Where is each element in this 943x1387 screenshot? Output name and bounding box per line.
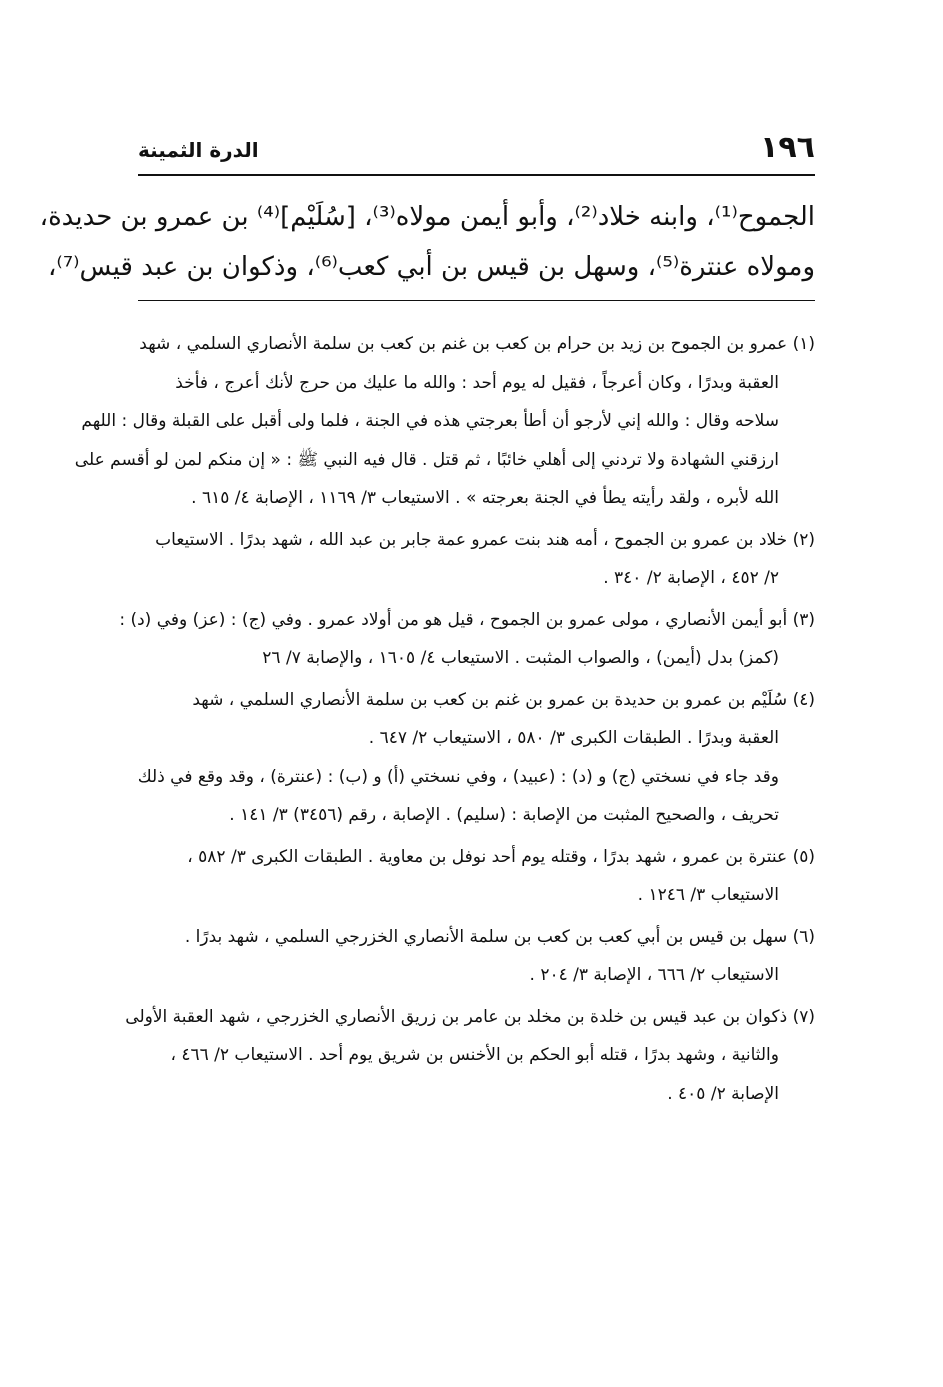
footnote-line: تحريف ، والصحيح المثبت من الإصابة : (سليم) . الإصابة ، رقم (٣٤٥٦) ٣/ ١٤١ . bbox=[229, 805, 779, 825]
footnote-2 bbox=[138, 521, 815, 598]
footnote-line: (٤) سُلَيْم بن عمرو بن حديدة بن عمرو بن غنم بن كعب بن سلمة الأنصاري السلمي ، شهد bbox=[192, 689, 815, 710]
main-text-line: ومولاه عنترة⁽⁵⁾، وسهل بن قيس بن أبي كعب⁽⁶⁾، وذكوان بن عبد قيس⁽⁷⁾، bbox=[47, 252, 815, 282]
footnote-line: العقبة وبدرًا . الطبقات الكبرى ٣/ ٥٨٠ ، الاستيعاب ٢/ ٦٤٧ . bbox=[368, 728, 779, 748]
footnote-line: الاستيعاب ٣/ ١٢٤٦ . bbox=[637, 885, 779, 905]
footnote-line: الاستيعاب ٢/ ٦٦٦ ، الإصابة ٣/ ٢٠٤ . bbox=[529, 965, 779, 985]
footnote-line: سلاحه وقال : والله إني لأرجو أن أطأ بعرجتي هذه في الجنة ، فلما ولى أقبل على القبلة وقال : اللهم bbox=[81, 411, 779, 431]
running-title: الدرة الثمينة bbox=[138, 138, 259, 162]
footnote-line: ارزقني الشهادة ولا تردني إلى أهلي خائبًا ، ثم قتل . قال فيه النبي ﷺ : « إن منكم لمن لو أقسم على bbox=[74, 449, 779, 470]
footnote-line: (٧) ذكوان بن عبد قيس بن خلدة بن مخلد بن عامر بن زريق الأنصاري الخزرجي ، شهد العقبة الأولى bbox=[125, 1006, 815, 1027]
footnote-line: (كمز) بدل (أيمن) ، والصواب المثبت . الاستيعاب ٤/ ١٦٠٥ ، والإصابة ٧/ ٢٦ bbox=[262, 648, 779, 668]
footnote-line: (٣) أبو أيمن الأنصاري ، مولى عمرو بن الجموح ، قيل هو من أولاد عمرو . وفي (ج) : (عز) وفي (د) : bbox=[119, 609, 815, 630]
page-header bbox=[138, 130, 815, 176]
main-text bbox=[39, 192, 815, 292]
footnote-3 bbox=[119, 601, 815, 678]
footnote-7 bbox=[125, 998, 815, 1114]
footnote-line: ٢/ ٤٥٢ ، الإصابة ٢/ ٣٤٠ . bbox=[603, 568, 779, 588]
footnote-1 bbox=[74, 325, 815, 518]
footnotes bbox=[74, 325, 815, 1116]
footnote-line: (١) عمرو بن الجموح بن زيد بن حرام بن كعب بن غنم بن كعب بن سلمة الأنصاري السلمي ، شهد bbox=[139, 334, 815, 354]
footnote-6 bbox=[138, 918, 815, 995]
footnote-line: الله لأبره ، ولقد رأيته يطأ في الجنة بعرجته » . الاستيعاب ٣/ ١١٦٩ ، الإصابة ٤/ ٦١٥ . bbox=[191, 488, 779, 508]
main-text-line: الجموح⁽¹⁾، وابنه خلاد⁽²⁾، وأبو أيمن مولاه⁽³⁾، [سُلَيْم]⁽⁴⁾ بن عمرو بن حديدة، bbox=[39, 202, 815, 232]
footnote-line: الإصابة ٢/ ٤٠٥ . bbox=[667, 1083, 779, 1104]
footnote-line: (٦) سهل بن قيس بن أبي كعب بن كعب بن سلمة الأنصاري الخزرجي السلمي ، شهد بدرًا . bbox=[184, 926, 815, 947]
footnote-line: وقد جاء في نسختي (ج) و (د) : (عبيد) ، وفي نسختي (أ) و (ب) : (عنترة) ، وقد وقع في ذلك bbox=[137, 766, 779, 787]
page-number: ١٩٦ bbox=[760, 130, 815, 165]
footnote-divider bbox=[138, 300, 815, 301]
footnote-line: (٥) عنترة بن عمرو ، شهد بدرًا ، وقتله يوم أحد نوفل بن معاوية . الطبقات الكبرى ٣/ ٥٨٢ ، bbox=[187, 846, 815, 867]
footnote-5 bbox=[138, 838, 815, 915]
footnote-4 bbox=[138, 681, 815, 835]
footnote-line: (٢) خلاد بن عمرو بن الجموح ، أمه هند بنت عمرو عمة جابر بن عبد الله ، شهد بدرًا . الاستيعاب bbox=[155, 529, 815, 550]
footnote-line: العقبة وبدرًا ، وكان أعرجاً ، فقيل له يوم أحد : والله ما عليك من حرج لأنك أعرج ، فأخذ bbox=[175, 372, 779, 393]
footnote-line: والثانية ، وشهد بدرًا ، قتله أبو الحكم بن الأخنس بن شريق يوم أحد . الاستيعاب ٢/ ٤٦٦ ، bbox=[170, 1045, 779, 1065]
